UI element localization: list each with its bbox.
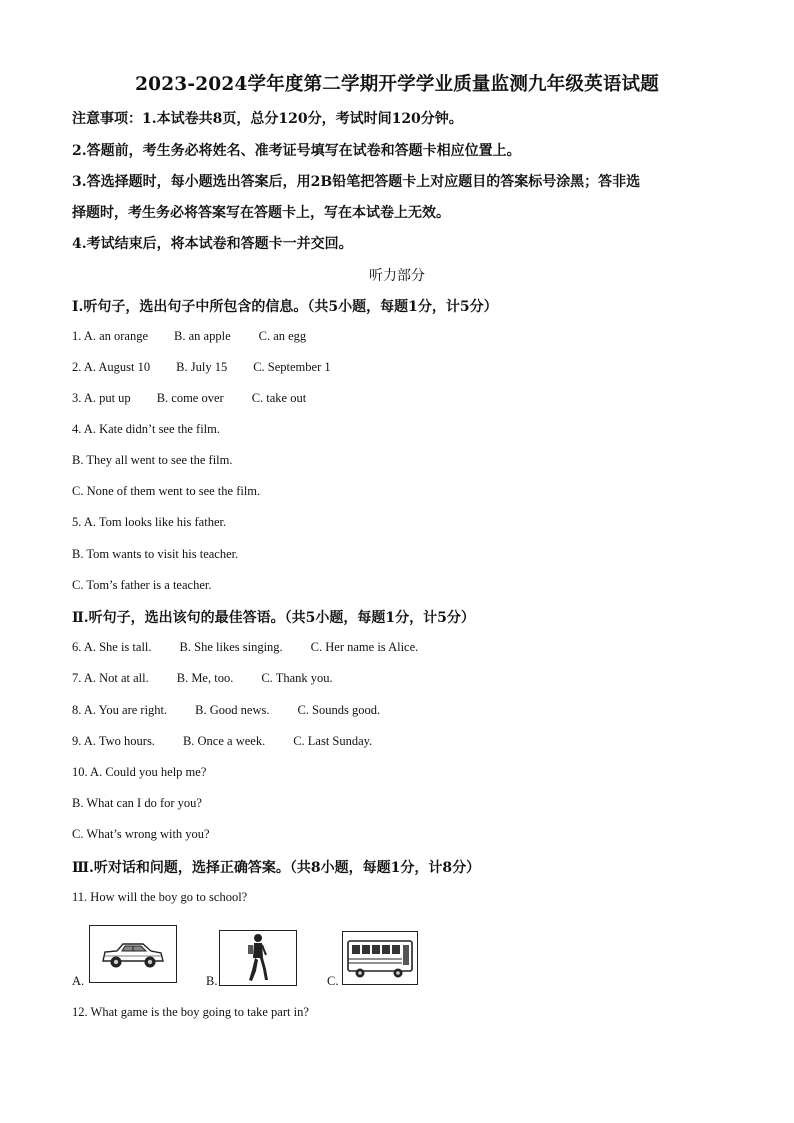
question-10-option-a: 10. A. Could you help me? [72, 765, 207, 779]
q2-option-c: C. September 1 [253, 360, 331, 374]
q2-option-b: B. July 15 [176, 360, 228, 374]
question-10-option-c: C. What’s wrong with you? [72, 827, 210, 841]
question-12: 12. What game is the boy going to take part in? [72, 1005, 309, 1019]
question-3 [72, 391, 306, 406]
question-5-option-c: C. Tom’s father is a teacher. [72, 578, 212, 592]
q1-option-a: 1. A. an orange [72, 329, 149, 343]
q8-option-a: 8. A. You are right. [72, 703, 168, 717]
section-1-heading: Ⅰ.听句子，选出句子中所包含的信息。（共5小题，每题1分，计5分） [72, 299, 498, 315]
q1-option-b: B. an apple [174, 329, 231, 343]
notice-line-2: 2.答题前，考生务必将姓名、准考证号填写在试卷和答题卡相应位置上。 [72, 143, 521, 159]
q11-label-b: B. [206, 974, 218, 988]
notice-line-4: 择题时，考生务必将答案写在答题卡上，写在本试卷上无效。 [72, 205, 450, 221]
question-4-option-b: B. They all went to see the film. [72, 453, 233, 467]
section-2-heading: Ⅱ.听句子，选出该句的最佳答语。（共5小题，每题1分，计5分） [72, 610, 475, 626]
q11-label-c: C. [327, 974, 339, 988]
q9-option-a: 9. A. Two hours. [72, 734, 155, 748]
walking-person-icon [219, 930, 297, 986]
q1-option-c: C. an egg [258, 329, 307, 343]
q3-option-b: B. come over [156, 391, 224, 405]
question-2 [72, 360, 331, 375]
question-8 [72, 703, 380, 718]
q7-option-b: B. Me, too. [176, 671, 234, 685]
listening-part-heading: 听力部分 [369, 268, 425, 284]
question-4-option-a: 4. A. Kate didn’t see the film. [72, 422, 221, 436]
car-icon [89, 925, 177, 983]
q7-option-c: C. Thank you. [261, 671, 333, 685]
question-11: 11. How will the boy go to school? [72, 890, 248, 904]
question-1 [72, 329, 306, 344]
question-6 [72, 640, 418, 655]
q6-option-a: 6. A. She is tall. [72, 640, 152, 654]
page-title: 2023-2024学年度第二学期开学学业质量监测九年级英语试题 [135, 74, 659, 95]
question-9 [72, 734, 372, 749]
q2-option-a-text: 2. A. August 10 [72, 360, 151, 374]
q8-option-c: C. Sounds good. [297, 703, 381, 717]
q6-option-c: C. Her name is Alice. [310, 640, 419, 654]
q9-option-b: B. Once a week. [182, 734, 266, 748]
q7-option-a: 7. A. Not at all. [72, 671, 149, 685]
question-5-option-a: 5. A. Tom looks like his father. [72, 515, 227, 529]
section-3-heading: Ⅲ.听对话和问题，选择正确答案。（共8小题，每题1分，计8分） [72, 860, 481, 876]
notice-line-1: 注意事项：1.本试卷共8页，总分120分，考试时间120分钟。 [72, 111, 463, 127]
q8-option-b: B. Good news. [195, 703, 270, 717]
q3-option-c: C. take out [251, 391, 307, 405]
question-4-option-c: C. None of them went to see the film. [72, 484, 261, 498]
question-5-option-b: B. Tom wants to visit his teacher. [72, 547, 239, 561]
notice-line-3: 3.答选择题时，每小题选出答案后，用2B铅笔把答题卡上对应题目的答案标号涂黑；答非选 [72, 174, 641, 190]
q11-label-a: A. [72, 974, 85, 988]
q3-option-a: 3. A. put up [72, 391, 131, 405]
bus-icon [342, 931, 418, 985]
question-10-option-b: B. What can I do for you? [72, 796, 202, 810]
notice-line-5: 4.考试结束后，将本试卷和答题卡一并交回。 [72, 236, 353, 252]
question-7 [72, 671, 333, 686]
q6-option-b: B. She likes singing. [179, 640, 283, 654]
q9-option-c: C. Last Sunday. [293, 734, 373, 748]
